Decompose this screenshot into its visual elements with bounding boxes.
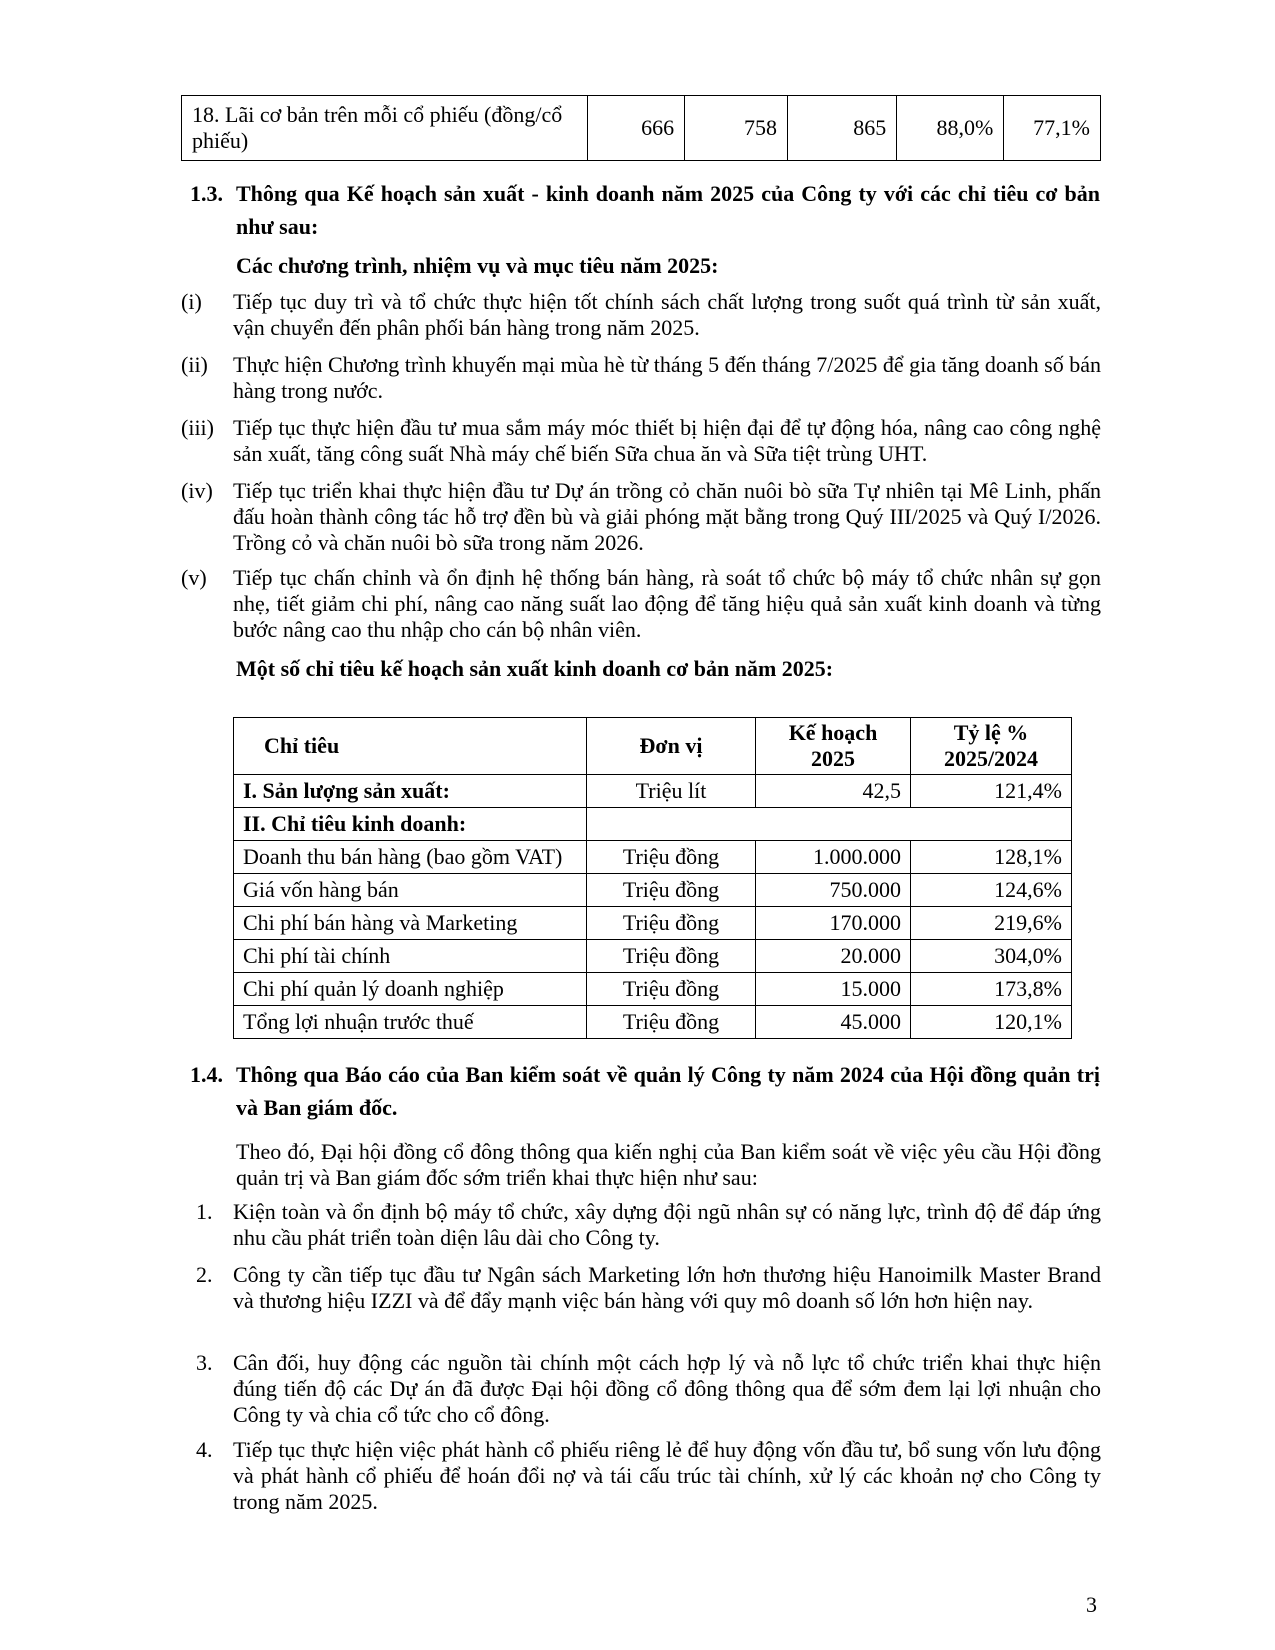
column-header: Kế hoạch 2025: [756, 718, 911, 775]
list-item-text: Thực hiện Chương trình khuyến mại mùa hè từ tháng 5 đến tháng 7/2025 để gia tăng doanh số bán hàng trong nước.: [233, 352, 1101, 403]
table-cell: 666: [588, 96, 685, 161]
table-cell: 1.000.000: [756, 841, 911, 874]
table-cell: I. Sản lượng sản xuất:: [234, 775, 587, 808]
table-cell: Chi phí quản lý doanh nghiệp: [234, 973, 587, 1006]
table-title: Một số chỉ tiêu kế hoạch sản xuất kinh doanh cơ bản năm 2025:: [236, 656, 834, 681]
table-cell: 124,6%: [911, 874, 1072, 907]
table-cell: 219,6%: [911, 907, 1072, 940]
business-plan-table: [233, 717, 1072, 1039]
table-cell: Tổng lợi nhuận trước thuế: [234, 1006, 587, 1039]
table-cell: [587, 808, 1072, 841]
table-cell: Triệu lít: [587, 775, 756, 808]
table-header-row: [234, 718, 1072, 775]
list-item-text: Tiếp tục chấn chỉnh và ổn định hệ thống bán hàng, rà soát tổ chức bộ máy tổ chức nhân sự gọn nhẹ, tiết giảm chi phí, nâng cao năng suất lao động để tăng hiệu quả sản xuất kinh doanh và từng bước nâng cao thu nhập cho cán bộ nhân viên.: [233, 565, 1101, 642]
list-item-text: Cân đối, huy động các nguồn tài chính một cách hợp lý và nỗ lực tổ chức triển khai thực hiện đúng tiến độ các Dự án đã được Đại hội đồng cổ đông thông qua để sớm đem lại lợi nhuận cho Công ty và chia cổ tức cho cổ đông.: [233, 1350, 1101, 1427]
table-cell: 15.000: [756, 973, 911, 1006]
list-item-text: Tiếp tục duy trì và tổ chức thực hiện tốt chính sách chất lượng trong suốt quá trình từ sản xuất, vận chuyển đến phân phối bán hàng trong năm 2025.: [233, 289, 1101, 340]
table-cell: 77,1%: [1004, 96, 1101, 161]
table-cell: Triệu đồng: [587, 874, 756, 907]
table-cell: Chi phí bán hàng và Marketing: [234, 907, 587, 940]
list-marker: (v): [181, 565, 207, 590]
list-marker: 1.: [196, 1199, 213, 1224]
table-cell: Triệu đồng: [587, 973, 756, 1006]
table-cell: 45.000: [756, 1006, 911, 1039]
table-cell: 42,5: [756, 775, 911, 808]
column-header: Tỷ lệ % 2025/2024: [911, 718, 1072, 775]
table-section-heading: II. Chỉ tiêu kinh doanh:: [234, 808, 587, 841]
table-cell: Chi phí tài chính: [234, 940, 587, 973]
table-cell: 173,8%: [911, 973, 1072, 1006]
list-item-text: Công ty cần tiếp tục đầu tư Ngân sách Marketing lớn hơn thương hiệu Hanoimilk Master Brand và thương hiệu IZZI và để đẩy mạnh việc bán hàng với quy mô doanh số lớn hơn hiện nay.: [233, 1262, 1101, 1313]
table-cell: 20.000: [756, 940, 911, 973]
table-cell: 88,0%: [897, 96, 1004, 161]
list-marker: 2.: [196, 1262, 213, 1287]
list-marker: (i): [181, 289, 202, 314]
table-cell: 304,0%: [911, 940, 1072, 973]
table-cell: Triệu đồng: [587, 841, 756, 874]
table-cell: 170.000: [756, 907, 911, 940]
section-heading-1-3: [190, 177, 1100, 243]
table-cell: Triệu đồng: [587, 1006, 756, 1039]
page-number: 3: [1086, 1592, 1097, 1617]
table-cell: 865: [788, 96, 897, 161]
list-marker: 4.: [196, 1437, 213, 1462]
list-marker: (iv): [181, 478, 213, 503]
section-heading-1-4: [190, 1058, 1100, 1124]
list-item-text: Kiện toàn và ổn định bộ máy tổ chức, xây dựng đội ngũ nhân sự có năng lực, trình độ để đáp ứng nhu cầu phát triển toàn diện lâu dài cho Công ty.: [233, 1199, 1101, 1250]
table-cell: Doanh thu bán hàng (bao gồm VAT): [234, 841, 587, 874]
list-item-text: Tiếp tục triển khai thực hiện đầu tư Dự án trồng cỏ chăn nuôi bò sữa Tự nhiên tại Mê Linh, phấn đấu hoàn thành công tác hỗ trợ đền bù và giải phóng mặt bằng trong Quý III/2025 và Quý I/2026. Trồng cỏ và chăn nuôi bò sữa trong năm 2026.: [233, 478, 1101, 555]
table-cell: Triệu đồng: [587, 907, 756, 940]
section-number: 1.4.: [190, 1062, 223, 1087]
subheading-programs: Các chương trình, nhiệm vụ và mục tiêu năm 2025:: [236, 253, 719, 278]
indicator-label: 18. Lãi cơ bản trên mỗi cổ phiếu (đồng/cổ phiếu): [182, 96, 588, 161]
table-cell: Giá vốn hàng bán: [234, 874, 587, 907]
table-cell: 120,1%: [911, 1006, 1072, 1039]
list-item-text: Tiếp tục thực hiện đầu tư mua sắm máy móc thiết bị hiện đại để tự động hóa, nâng cao công nghệ sản xuất, tăng công suất Nhà máy chế biến Sữa chua ăn và Sữa tiệt trùng UHT.: [233, 415, 1101, 466]
table-cell: 121,4%: [911, 775, 1072, 808]
table-row: [234, 1006, 1072, 1039]
table-row: [234, 841, 1072, 874]
list-marker: 3.: [196, 1350, 213, 1375]
table-row: [234, 874, 1072, 907]
table-cell: 128,1%: [911, 841, 1072, 874]
intro-paragraph: Theo đó, Đại hội đồng cổ đông thông qua kiến nghị của Ban kiểm soát về việc yêu cầu Hội đồng quản trị và Ban giám đốc sớm triển khai thực hiện như sau:: [236, 1139, 1101, 1190]
list-marker: (ii): [181, 352, 208, 377]
table-row: [234, 907, 1072, 940]
column-header: Chỉ tiêu: [234, 718, 587, 775]
table-row: [234, 808, 1072, 841]
table-row: [234, 775, 1072, 808]
list-item-text: Tiếp tục thực hiện việc phát hành cổ phiếu riêng lẻ để huy động vốn đầu tư, bổ sung vốn lưu động và phát hành cổ phiếu để hoán đổi nợ và tái cấu trúc tài chính, xử lý các khoản nợ cho Công ty trong năm 2025.: [233, 1437, 1101, 1514]
table-row: [234, 973, 1072, 1006]
section-number: 1.3.: [190, 181, 223, 206]
financial-indicators-table: [181, 95, 1101, 161]
table-cell: Triệu đồng: [587, 940, 756, 973]
table-row: [182, 96, 1101, 161]
section-title: Thông qua Báo cáo của Ban kiểm soát về quản lý Công ty năm 2024 của Hội đồng quản trị và Ban giám đốc.: [236, 1062, 1100, 1120]
column-header: Đơn vị: [587, 718, 756, 775]
table-cell: 750.000: [756, 874, 911, 907]
table-cell: 758: [685, 96, 788, 161]
table-row: [234, 940, 1072, 973]
section-title: Thông qua Kế hoạch sản xuất - kinh doanh năm 2025 của Công ty với các chỉ tiêu cơ bản như sau:: [236, 181, 1100, 239]
list-marker: (iii): [181, 415, 214, 440]
